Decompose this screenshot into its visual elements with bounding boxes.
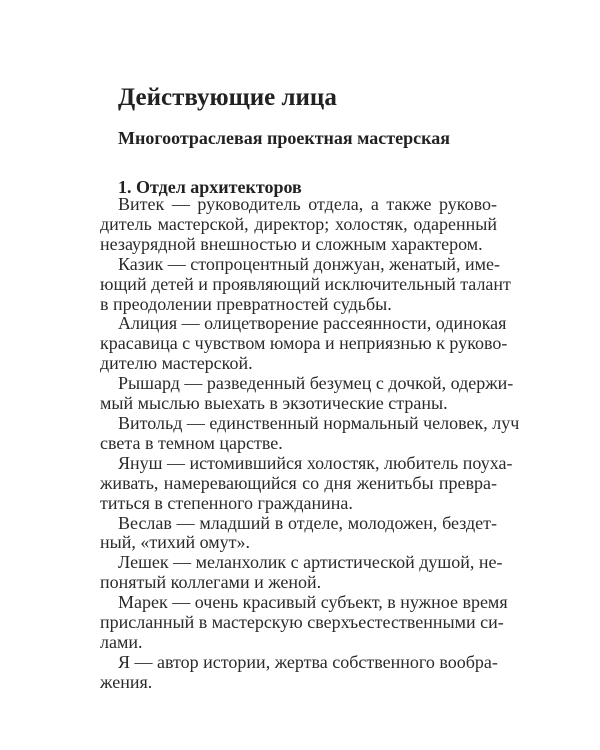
text-line: Витек — руководитель отдела, а также руково-: [118, 194, 497, 214]
text-line: Веслав — младший в отделе, молодожен, бездет-: [118, 512, 497, 533]
text-line: ющий детей и проявляющий исключительный талант: [100, 273, 511, 294]
text-line: света в темном царстве.: [100, 432, 283, 453]
text-line: Януш — истомившийся холостяк, любитель поуха-: [118, 452, 513, 473]
text-line: Марек — очень красивый субъект, в нужное время: [118, 592, 508, 613]
character-paragraph: [100, 592, 508, 653]
text-line: Я — автор истории, жертва собственного вообра-: [118, 651, 498, 672]
character-paragraph: [100, 195, 497, 255]
text-line: титься в степенного гражданина.: [100, 492, 353, 513]
text-line: Лешек — меланхолик с артистической душой, не-: [118, 552, 503, 573]
text-line: дитель мастерской, директор; холостяк, одаренный: [100, 213, 497, 234]
character-paragraph: [100, 552, 503, 593]
text-line: Рышард — разведенный безумец с дочкой, одержи-: [118, 373, 514, 394]
character-paragraph: [100, 653, 497, 693]
character-paragraph: [100, 412, 520, 454]
text-line: дителю мастерской.: [100, 353, 253, 374]
text-line: Алиция — олицетворение рассеянности, одинокая: [118, 313, 507, 334]
text-line: ный, «тихий омут».: [100, 532, 251, 553]
text-line: незаурядной внешностью и сложным характером.: [100, 233, 483, 254]
text-line: понятый коллегами и женой.: [100, 572, 322, 593]
text-line: живать, намеревающийся со дня женитьбы превра-: [100, 472, 497, 493]
page-title: Действующие лица: [118, 84, 337, 111]
text-line: Витольд — единственный нормальный человек, луч: [118, 412, 520, 433]
text-line: в преодолении превратностей судьбы.: [100, 293, 392, 314]
character-paragraph: [100, 253, 511, 315]
page-subtitle: Многоотраслевая проектная мастерская: [118, 128, 450, 148]
character-list: [100, 194, 520, 693]
text-line: красавица с чувством юмора и неприязнью к руково-: [100, 333, 508, 354]
section-heading: 1. Отдел архитекторов: [118, 177, 302, 197]
text-line: мый мыслью выехать в экзотические страны.: [100, 393, 448, 414]
character-paragraph: [100, 514, 497, 554]
text-line: лами.: [100, 631, 143, 652]
character-paragraph: [100, 452, 513, 514]
text-line: жения.: [100, 671, 153, 692]
text-line: присланный в мастерскую сверхъестественными си-: [100, 612, 504, 633]
character-paragraph: [100, 313, 508, 374]
character-paragraph: [100, 373, 514, 414]
text-line: Казик — стопроцентный донжуан, женатый, име-: [118, 253, 501, 274]
